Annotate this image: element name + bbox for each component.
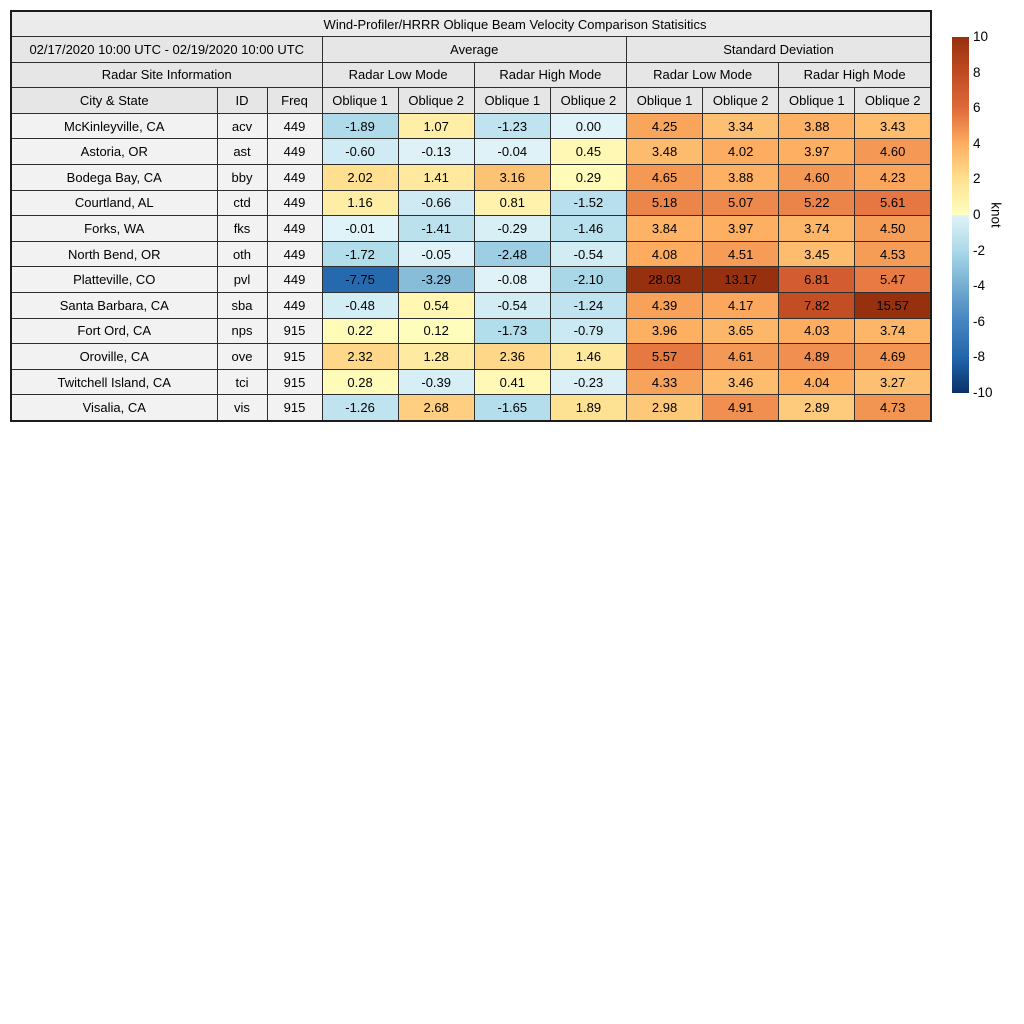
- value-cell: 2.02: [322, 165, 398, 191]
- colorbar-tick-label: 10: [973, 29, 989, 44]
- value-cell: 3.65: [703, 318, 779, 344]
- value-cell: -0.04: [474, 139, 550, 165]
- value-cell: -0.13: [398, 139, 474, 165]
- freq-cell: 449: [267, 113, 322, 139]
- table-row: [11, 395, 931, 421]
- city-state-cell: Oroville, CA: [11, 344, 217, 370]
- site-id-cell: pvl: [217, 267, 267, 293]
- value-cell: 2.36: [474, 344, 550, 370]
- value-cell: 1.16: [322, 190, 398, 216]
- city-state-cell: Santa Barbara, CA: [11, 293, 217, 319]
- radar-site-info-header: Radar Site Information: [11, 62, 322, 88]
- freq-column-header: Freq: [267, 88, 322, 114]
- value-cell: -0.23: [550, 369, 626, 395]
- city-state-cell: Astoria, OR: [11, 139, 217, 165]
- value-cell: 2.32: [322, 344, 398, 370]
- value-cell: -0.54: [550, 241, 626, 267]
- id-column-header: ID: [217, 88, 267, 114]
- site-id-cell: fks: [217, 216, 267, 242]
- oblique-column-header: Oblique 2: [703, 88, 779, 114]
- freq-cell: 915: [267, 369, 322, 395]
- city-state-cell: Courtland, AL: [11, 190, 217, 216]
- value-cell: 4.91: [703, 395, 779, 421]
- value-cell: 5.07: [703, 190, 779, 216]
- city-state-cell: Fort Ord, CA: [11, 318, 217, 344]
- colorbar-tick-label: -4: [973, 278, 986, 294]
- oblique-column-header: Oblique 1: [322, 88, 398, 114]
- table-row: [11, 139, 931, 165]
- value-cell: -2.48: [474, 241, 550, 267]
- value-cell: 5.57: [627, 344, 703, 370]
- value-cell: -1.26: [322, 395, 398, 421]
- value-cell: 3.74: [855, 318, 931, 344]
- table-title: Wind-Profiler/HRRR Oblique Beam Velocity Comparison Statisitics: [323, 16, 707, 32]
- value-cell: -1.73: [474, 318, 550, 344]
- value-cell: 5.47: [855, 267, 931, 293]
- site-id-cell: vis: [217, 395, 267, 421]
- std-low-mode-header: Radar Low Mode: [627, 62, 779, 88]
- table-row: [11, 344, 931, 370]
- value-cell: 0.41: [474, 369, 550, 395]
- average-group-header: Average: [322, 37, 627, 63]
- site-id-cell: ctd: [217, 190, 267, 216]
- oblique-column-header: Oblique 1: [474, 88, 550, 114]
- mode-header-row: [11, 62, 931, 88]
- value-cell: 5.61: [855, 190, 931, 216]
- std-high-mode-header: Radar High Mode: [779, 62, 931, 88]
- site-id-cell: ove: [217, 344, 267, 370]
- value-cell: 1.41: [398, 165, 474, 191]
- avg-low-mode-header: Radar Low Mode: [322, 62, 474, 88]
- avg-high-mode-header: Radar High Mode: [474, 62, 626, 88]
- site-id-cell: ast: [217, 139, 267, 165]
- value-cell: 4.69: [855, 344, 931, 370]
- freq-cell: 449: [267, 241, 322, 267]
- value-cell: -1.23: [474, 113, 550, 139]
- value-cell: 3.84: [627, 216, 703, 242]
- oblique-column-header: Oblique 1: [627, 88, 703, 114]
- oblique-column-header: Oblique 2: [855, 88, 931, 114]
- freq-cell: 449: [267, 139, 322, 165]
- value-cell: 3.27: [855, 369, 931, 395]
- std-deviation-group-header: Standard Deviation: [627, 37, 932, 63]
- value-cell: -1.65: [474, 395, 550, 421]
- colorbar-unit-label: knot: [988, 202, 1004, 228]
- city-state-cell: Forks, WA: [11, 216, 217, 242]
- city-state-cell: Twitchell Island, CA: [11, 369, 217, 395]
- value-cell: 13.17: [703, 267, 779, 293]
- value-cell: 0.29: [550, 165, 626, 191]
- value-cell: -0.60: [322, 139, 398, 165]
- value-cell: 3.45: [779, 241, 855, 267]
- city-state-cell: Platteville, CO: [11, 267, 217, 293]
- freq-cell: 915: [267, 318, 322, 344]
- value-cell: 4.73: [855, 395, 931, 421]
- stats-table: [10, 10, 932, 422]
- city-state-column-header: City & State: [11, 88, 217, 114]
- city-state-cell: McKinleyville, CA: [11, 113, 217, 139]
- value-cell: -7.75: [322, 267, 398, 293]
- value-cell: 0.00: [550, 113, 626, 139]
- colorbar-tick-label: 4: [973, 135, 981, 151]
- city-state-cell: Visalia, CA: [11, 395, 217, 421]
- value-cell: 15.57: [855, 293, 931, 319]
- freq-cell: 449: [267, 190, 322, 216]
- table-row: [11, 113, 931, 139]
- value-cell: 5.18: [627, 190, 703, 216]
- value-cell: -1.72: [322, 241, 398, 267]
- value-cell: 4.08: [627, 241, 703, 267]
- title-cell: [11, 11, 931, 37]
- table-row: [11, 318, 931, 344]
- table-row: [11, 369, 931, 395]
- city-state-cell: North Bend, OR: [11, 241, 217, 267]
- value-cell: 4.39: [627, 293, 703, 319]
- colorbar-tick-label: -10: [973, 385, 993, 400]
- table-row: [11, 165, 931, 191]
- value-cell: 0.54: [398, 293, 474, 319]
- value-cell: 4.02: [703, 139, 779, 165]
- value-cell: 4.04: [779, 369, 855, 395]
- value-cell: 5.22: [779, 190, 855, 216]
- site-id-cell: bby: [217, 165, 267, 191]
- value-cell: 3.74: [779, 216, 855, 242]
- value-cell: -0.08: [474, 267, 550, 293]
- value-cell: 3.46: [703, 369, 779, 395]
- value-cell: 0.28: [322, 369, 398, 395]
- value-cell: 0.45: [550, 139, 626, 165]
- title-row: [11, 11, 931, 37]
- colorbar-tick-label: -8: [973, 349, 986, 365]
- value-cell: 4.60: [855, 139, 931, 165]
- value-cell: -1.24: [550, 293, 626, 319]
- colorbar-gradient: [952, 37, 969, 393]
- table-row: [11, 267, 931, 293]
- colorbar-tick-label: 2: [973, 171, 981, 187]
- value-cell: 3.88: [779, 113, 855, 139]
- freq-cell: 449: [267, 267, 322, 293]
- value-cell: 4.17: [703, 293, 779, 319]
- value-cell: 1.89: [550, 395, 626, 421]
- value-cell: 3.96: [627, 318, 703, 344]
- freq-cell: 449: [267, 165, 322, 191]
- group-header-row: [11, 37, 931, 63]
- colorbar-tick-label: 6: [973, 100, 981, 116]
- colorbar-tick-label: -2: [973, 242, 986, 258]
- value-cell: -0.79: [550, 318, 626, 344]
- value-cell: -3.29: [398, 267, 474, 293]
- value-cell: 3.88: [703, 165, 779, 191]
- value-cell: -1.41: [398, 216, 474, 242]
- value-cell: 4.50: [855, 216, 931, 242]
- table-row: [11, 190, 931, 216]
- value-cell: 4.03: [779, 318, 855, 344]
- value-cell: 4.61: [703, 344, 779, 370]
- value-cell: 2.68: [398, 395, 474, 421]
- value-cell: -0.48: [322, 293, 398, 319]
- value-cell: -0.54: [474, 293, 550, 319]
- value-cell: -2.10: [550, 267, 626, 293]
- site-id-cell: acv: [217, 113, 267, 139]
- table-row: [11, 241, 931, 267]
- value-cell: -1.89: [322, 113, 398, 139]
- value-cell: 3.43: [855, 113, 931, 139]
- value-cell: 0.81: [474, 190, 550, 216]
- value-cell: -0.01: [322, 216, 398, 242]
- table-body: [11, 113, 931, 420]
- site-id-cell: nps: [217, 318, 267, 344]
- value-cell: -1.52: [550, 190, 626, 216]
- value-cell: 1.28: [398, 344, 474, 370]
- value-cell: 3.97: [703, 216, 779, 242]
- value-cell: -0.05: [398, 241, 474, 267]
- site-id-cell: tci: [217, 369, 267, 395]
- table-row: [11, 293, 931, 319]
- value-cell: 4.53: [855, 241, 931, 267]
- value-cell: 3.48: [627, 139, 703, 165]
- freq-cell: 915: [267, 395, 322, 421]
- freq-cell: 915: [267, 344, 322, 370]
- colorbar-tick-label: 8: [973, 64, 981, 80]
- value-cell: -0.39: [398, 369, 474, 395]
- value-cell: 4.51: [703, 241, 779, 267]
- value-cell: -1.46: [550, 216, 626, 242]
- value-cell: 7.82: [779, 293, 855, 319]
- colorbar-tick-label: 0: [973, 207, 981, 222]
- site-id-cell: sba: [217, 293, 267, 319]
- value-cell: -0.29: [474, 216, 550, 242]
- value-cell: 1.46: [550, 344, 626, 370]
- value-cell: 3.97: [779, 139, 855, 165]
- value-cell: 4.60: [779, 165, 855, 191]
- value-cell: 3.34: [703, 113, 779, 139]
- value-cell: 2.98: [627, 395, 703, 421]
- value-cell: 2.89: [779, 395, 855, 421]
- value-cell: 0.22: [322, 318, 398, 344]
- value-cell: 4.33: [627, 369, 703, 395]
- colorbar-tick-label: -6: [973, 313, 986, 329]
- value-cell: 28.03: [627, 267, 703, 293]
- oblique-column-header: Oblique 1: [779, 88, 855, 114]
- freq-cell: 449: [267, 293, 322, 319]
- value-cell: -0.66: [398, 190, 474, 216]
- value-cell: 4.23: [855, 165, 931, 191]
- table-row: [11, 216, 931, 242]
- oblique-column-header: Oblique 2: [398, 88, 474, 114]
- value-cell: 6.81: [779, 267, 855, 293]
- value-cell: 3.16: [474, 165, 550, 191]
- value-cell: 4.65: [627, 165, 703, 191]
- value-cell: 1.07: [398, 113, 474, 139]
- value-cell: 0.12: [398, 318, 474, 344]
- value-cell: 4.25: [627, 113, 703, 139]
- city-state-cell: Bodega Bay, CA: [11, 165, 217, 191]
- date-range-cell: 02/17/2020 10:00 UTC - 02/19/2020 10:00 UTC: [11, 37, 322, 63]
- oblique-column-header: Oblique 2: [550, 88, 626, 114]
- column-header-row: [11, 88, 931, 114]
- freq-cell: 449: [267, 216, 322, 242]
- value-cell: 4.89: [779, 344, 855, 370]
- site-id-cell: oth: [217, 241, 267, 267]
